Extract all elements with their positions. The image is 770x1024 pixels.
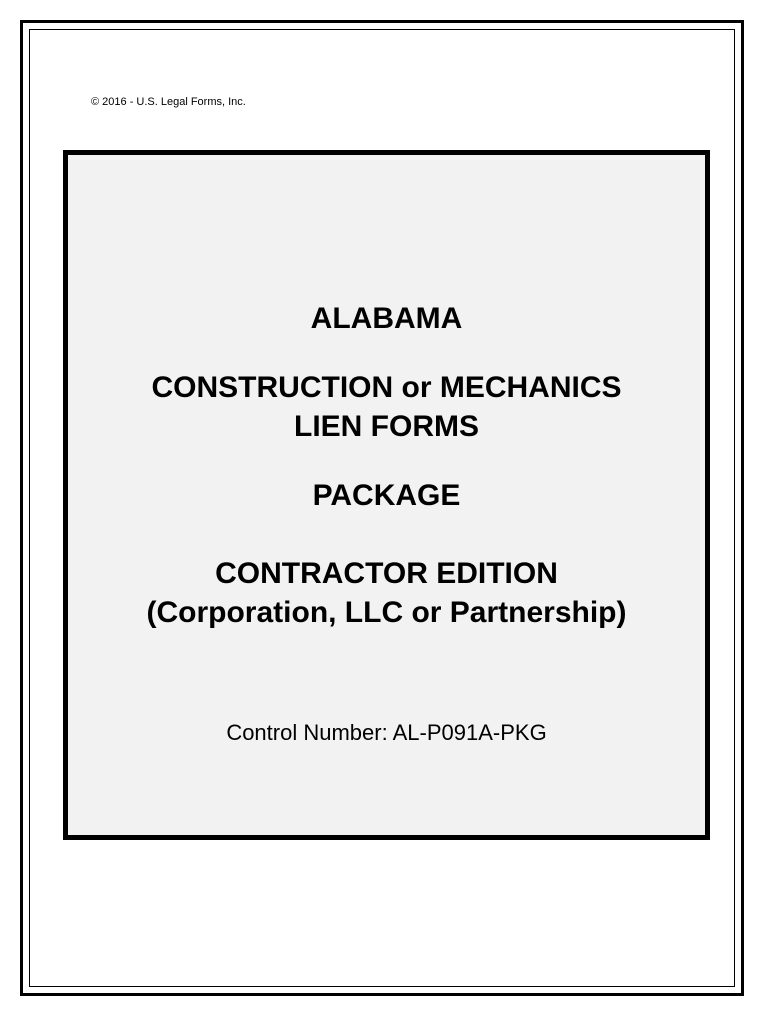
control-number: Control Number: AL-P091A-PKG [226,720,547,745]
copyright-notice: © 2016 - U.S. Legal Forms, Inc. [91,96,246,108]
form-title-line-2: LIEN FORMS [294,410,479,443]
form-title-line-1: CONSTRUCTION or MECHANICS [151,371,622,404]
edition-line-2: (Corporation, LLC or Partnership) [146,596,627,629]
package-heading: PACKAGE [312,479,461,512]
title-box [63,150,710,840]
state-heading: ALABAMA [310,302,463,335]
edition-line-1: CONTRACTOR EDITION [215,557,558,590]
